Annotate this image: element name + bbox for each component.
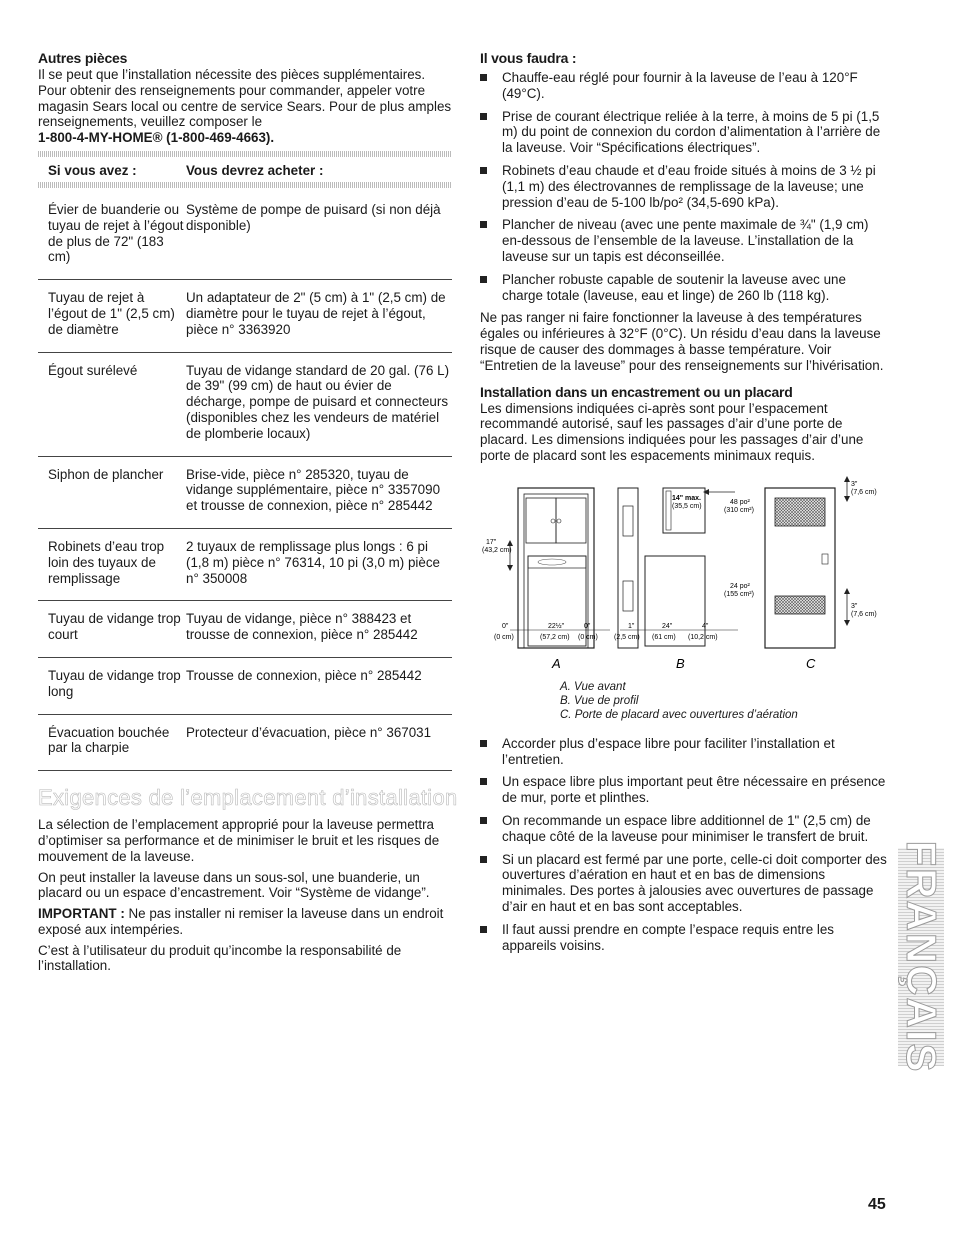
list-item: [480, 813, 890, 845]
tips-list: [480, 736, 890, 954]
important-text: Ne pas installer ni remiser la laveuse dans un endroit exposé aux intempéries.: [38, 906, 444, 937]
dim-3-bottom: 3": [851, 602, 858, 610]
have-cell: Siphon de plancher: [48, 466, 164, 482]
figure-letter-c: C: [806, 655, 816, 671]
list-item-text: Robinets d’eau chaude et d’eau froide situés à moins de 3 ½ pi (1,1 m) des électrovannes de remplissage de la laveuse; une pression d’eau de 5-100 lb/po² (34,5-690 kPa).: [502, 162, 876, 210]
area-48: 48 po²: [730, 498, 750, 506]
need-heading: Il vous faudra :: [480, 50, 577, 66]
area-24: 24 po²: [730, 582, 750, 590]
buy-cell: Protecteur d’évacuation, pièce n° 367031: [186, 724, 432, 740]
list-item-text: Accorder plus d’espace libre pour faciliter l’installation et l’entretien.: [502, 735, 835, 767]
have-cell: Évacuation bouchée par la charpie: [48, 724, 170, 756]
list-item: [480, 272, 890, 304]
autres-pieces-text: Il se peut que l’installation nécessite des pièces supplémentaires. Pour obtenir des renseignements pour commander, appeler votre magasin Sears local ou centre de service Sears. Pour de plus amples renseignements, veuillez composer le: [38, 67, 452, 130]
list-item: [480, 852, 890, 915]
have-cell: Tuyau de rejet à l’égout de 1" (2,5 cm) de diamètre: [48, 290, 175, 337]
side-tab-label: FRANÇAIS: [898, 840, 945, 1074]
dim-22-cm: (57,2 cm): [540, 633, 570, 641]
list-item-text: Il faut aussi prendre en compte l’espace requis entre les appareils voisins.: [502, 921, 834, 953]
caption-b: B. Vue de profil: [560, 694, 639, 707]
table-row: [38, 192, 452, 279]
parts-table-header: [38, 157, 452, 182]
buy-cell: 2 tuyaux de remplissage plus longs : 6 pi (1,8 m) pièce n° 76314, 10 pi (3,0 m) pièce n° 350008: [186, 538, 440, 586]
buy-cell: Tuyau de vidange, pièce n° 388423 et trousse de connexion, pièce n° 285442: [186, 611, 418, 643]
door-view: [765, 476, 877, 648]
dim-22: 22½": [548, 622, 565, 630]
caption-c: C. Porte de placard avec ouvertures d’aération: [560, 708, 798, 721]
have-cell: Tuyau de vidange trop long: [48, 667, 181, 699]
dim-24: 24": [662, 622, 673, 630]
temperature-note: Ne pas ranger ni faire fonctionner la laveuse à des températures égales ou inférieures à 32°F (0°C). Un résidu d’eau dans la laveuse risque de causer des dommages à basse température. Voir “Entretien de la laveuse” pour des renseignements sur l’hivérisation.: [480, 310, 884, 373]
important-label: IMPORTANT :: [38, 906, 125, 922]
important-paragraph: [38, 906, 452, 938]
page-number: 45: [868, 1196, 886, 1213]
dim-0-left: 0": [502, 622, 509, 630]
header-have: Si vous avez :: [48, 162, 137, 178]
area-24-cm: (155 cm²): [724, 590, 754, 598]
language-side-tab: [898, 840, 945, 1074]
dotted-divider: [38, 182, 452, 188]
bullet-icon: [480, 778, 487, 785]
bullet-icon: [480, 856, 487, 863]
clearance-diagram: [480, 476, 890, 676]
bullet-icon: [480, 276, 487, 283]
paragraph: La sélection de l’emplacement approprié pour la laveuse permettra d’optimiser sa performance et de minimiser le bruit et les risques de mouvement de la laveuse.: [38, 817, 440, 864]
have-cell: Robinets d’eau trop loin des tuyaux de remplissage: [48, 538, 165, 586]
dim-3-top-cm: (7,6 cm): [851, 488, 877, 496]
paragraph: On peut installer la laveuse dans un sous-sol, une buanderie, un placard ou un espace d’encastrement. Voir “Système de vidange”.: [38, 869, 430, 901]
have-cell: Évier de buanderie ou tuyau de rejet à l’égout de plus de 72" (183 cm): [48, 201, 184, 265]
header-buy: Vous devrez acheter :: [186, 162, 324, 178]
list-item: [480, 109, 890, 156]
section-title-emplacement: Exigences de l’emplacement d’installation: [38, 785, 458, 811]
list-item: [480, 217, 890, 264]
buy-cell: Brise-vide, pièce n° 285320, tuyau de vidange supplémentaire, pièce n° 3357090 et trousse de connexion, pièce n° 285442: [186, 466, 441, 514]
table-row: [38, 456, 452, 528]
table-row: [38, 600, 452, 657]
list-item: [480, 922, 890, 954]
dim-17: 17": [486, 538, 497, 546]
table-row: [38, 657, 452, 714]
need-list: [480, 70, 890, 303]
have-cell: Tuyau de vidange trop court: [48, 611, 181, 643]
buy-cell: Trousse de connexion, pièce n° 285442: [186, 667, 422, 683]
list-item-text: Chauffe-eau réglé pour fournir à la laveuse de l’eau à 120°F (49°C).: [502, 70, 858, 101]
table-row: [38, 352, 452, 456]
dim-14: 14" max.: [672, 494, 702, 502]
bullet-icon: [480, 113, 487, 120]
table-row: [38, 279, 452, 351]
bullet-icon: [480, 167, 487, 174]
table-row: [38, 528, 452, 600]
dim-1-cm: (2,5 cm): [614, 633, 640, 641]
dim-3-top: 3": [851, 480, 858, 488]
list-item: [480, 774, 890, 806]
list-item: [480, 70, 890, 102]
caption-a: A. Vue avant: [560, 680, 626, 693]
bullet-icon: [480, 740, 487, 747]
table-row: [38, 714, 452, 771]
front-view: [482, 488, 594, 648]
install-heading: Installation dans un encastrement ou un placard: [480, 383, 793, 400]
figure-captions: [480, 680, 890, 722]
list-item: [480, 163, 890, 210]
dim-3-bottom-cm: (7,6 cm): [851, 610, 877, 618]
bullet-icon: [480, 221, 487, 228]
left-column: [38, 50, 458, 979]
parts-table: [38, 192, 452, 770]
right-column: [480, 50, 890, 960]
paragraph: C’est à l’utilisateur du produit qu’incombe la responsabilité de l’installation.: [38, 942, 402, 974]
have-cell: Égout surélevé: [48, 362, 138, 378]
dim-24-cm: (61 cm): [652, 633, 676, 641]
list-item-text: Si un placard est fermé par une porte, celle-ci doit comporter des ouvertures d’aération en haut et en bas de dimensions minimales. Des portes à jalousies avec ouvertures de passage d’air en haut et en bas sont acceptables.: [502, 851, 887, 914]
dim-4-cm: (10,2 cm): [688, 633, 718, 641]
clearance-figure: [480, 476, 890, 676]
bottom-dimensions: [494, 622, 738, 641]
dim-0-right-cm: (0 cm): [578, 633, 598, 641]
list-item: [480, 736, 890, 768]
list-item-text: Plancher de niveau (avec une pente maximale de ¾" (1,9 cm) en-dessous de l’ensemble de la laveuse. L’installation de la laveuse sur un tapis est déconseillée.: [502, 217, 869, 264]
autres-pieces-heading: Autres pièces: [38, 50, 128, 66]
list-item-text: On recommande un espace libre additionnel de 1" (2,5 cm) de chaque côté de la laveuse pour minimiser le transfert de bruit.: [502, 812, 871, 844]
dim-17-cm: (43,2 cm): [482, 546, 512, 554]
side-view: [618, 488, 754, 648]
buy-cell: Un adaptateur de 2" (5 cm) à 1" (2,5 cm) de diamètre pour le tuyau de rejet à l’égout, pièce n° 3363920: [186, 290, 446, 337]
dim-14-cm: (35,5 cm): [672, 502, 702, 510]
dim-0-right: 0": [584, 622, 591, 630]
figure-letter-a: A: [552, 655, 561, 671]
install-text: Les dimensions indiquées ci-après sont pour l’espacement recommandé autorisé, sauf les passages d’air d’une porte de placard. Les dimensions indiquées pour les passages d’air d’une porte de placard sont les espacements minimaux requis.: [480, 400, 864, 463]
area-48-cm: (310 cm²): [724, 506, 754, 514]
list-item-text: Un espace libre plus important peut être nécessaire en présence de mur, porte et plinthes.: [502, 774, 886, 806]
dim-1: 1": [628, 622, 635, 630]
bullet-icon: [480, 74, 487, 81]
dim-4: 4": [702, 622, 709, 630]
figure-letter-b: B: [676, 655, 685, 671]
bullet-icon: [480, 926, 487, 933]
section-divider: [38, 770, 452, 771]
buy-cell: Système de pompe de puisard (si non déjà disponible): [186, 201, 441, 233]
list-item-text: Plancher robuste capable de soutenir la laveuse avec une charge totale (laveuse, eau et linge) de 260 lb (118 kg).: [502, 271, 846, 303]
dim-0-left-cm: (0 cm): [494, 633, 514, 641]
bullet-icon: [480, 817, 487, 824]
list-item-text: Prise de courant électrique reliée à la terre, à moins de 5 pi (1,5 m) du point de connexion du cordon d’alimentation à l’arrière de la laveuse. Voir “Spécifications électriques”.: [502, 108, 881, 156]
phone-number: 1-800-4-MY-HOME® (1-800-469-4663).: [38, 130, 275, 146]
buy-cell: Tuyau de vidange standard de 20 gal. (76 L) de 39" (99 cm) de haut ou évier de décharge, pompe de puisard et connecteurs (disponibles chez les vendeurs de matériel de plomberie locaux): [186, 362, 450, 441]
